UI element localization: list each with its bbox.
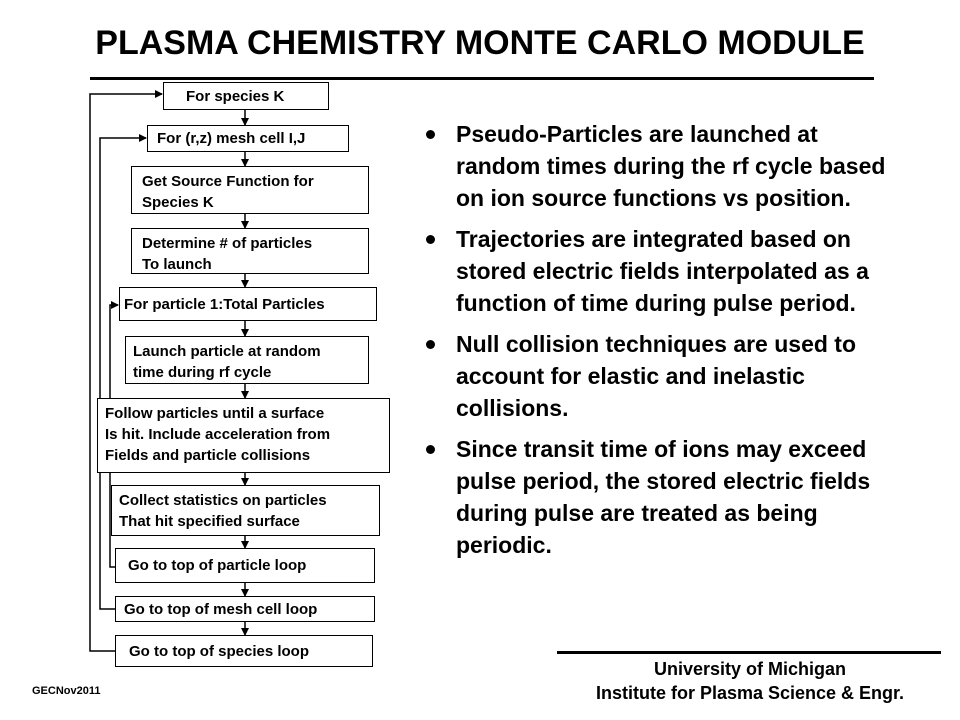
bullet-text: Null collision techniques are used to account for elastic and inelastic collisions. (456, 331, 857, 421)
bullet-item (418, 433, 908, 561)
step-text: Follow particles until a surface (105, 405, 325, 422)
footer-university: University of Michigan (653, 659, 847, 679)
step-text: time during rf cycle (133, 364, 272, 381)
step-for-mesh-cell (147, 125, 349, 152)
footer-divider (557, 651, 941, 654)
bullet-dot-icon (426, 130, 435, 139)
footer-institute: Institute for Plasma Science & Engr. (595, 683, 905, 703)
step-text: For species K (186, 87, 285, 105)
step-text: Launch particle at random (133, 343, 321, 360)
step-text: Go to top of mesh cell loop (124, 600, 318, 618)
bullet-text: Since transit time of ions may exceed pulse period, the stored electric fields during pulse are treated as being periodic. (456, 436, 871, 558)
bullet-list (418, 118, 908, 570)
step-determine-particles (131, 228, 369, 274)
step-collect-statistics (111, 485, 380, 536)
step-top-mesh-cell-loop (115, 596, 375, 622)
step-text: Species K (142, 194, 214, 211)
bullet-item (418, 118, 908, 214)
step-text: Go to top of particle loop (128, 557, 307, 574)
step-top-particle-loop (115, 548, 375, 583)
bullet-item (418, 328, 908, 424)
step-follow-particles (97, 398, 390, 473)
bullet-dot-icon (426, 340, 435, 349)
step-text: Determine # of particles (142, 235, 313, 252)
step-text: Get Source Function for (142, 173, 314, 190)
step-top-species-loop (115, 635, 373, 667)
step-text: Fields and particle collisions (105, 447, 311, 464)
slide-title: PLASMA CHEMISTRY MONTE CARLO MODULE (95, 24, 865, 62)
bullet-dot-icon (426, 445, 435, 454)
step-text: To launch (142, 256, 212, 273)
step-for-particle (119, 287, 377, 321)
step-launch-particle (125, 336, 369, 384)
step-get-source-function (131, 166, 369, 214)
bullet-item (418, 223, 908, 319)
corner-label: GECNov2011 (32, 685, 101, 697)
step-text: For (r,z) mesh cell I,J (157, 130, 306, 147)
bullet-dot-icon (426, 235, 435, 244)
step-text: Collect statistics on particles (119, 492, 327, 509)
step-text: Is hit. Include acceleration from (105, 426, 331, 443)
bullet-text: Pseudo-Particles are launched at random times during the rf cycle based on ion source functions vs position. (456, 121, 886, 211)
bullet-text: Trajectories are integrated based on stored electric fields interpolated as a function of time during pulse period. (456, 226, 869, 316)
step-text: Go to top of species loop (129, 642, 309, 660)
step-for-species (163, 82, 329, 110)
step-text: For particle 1:Total Particles (124, 295, 325, 313)
step-text: That hit specified surface (119, 513, 300, 530)
